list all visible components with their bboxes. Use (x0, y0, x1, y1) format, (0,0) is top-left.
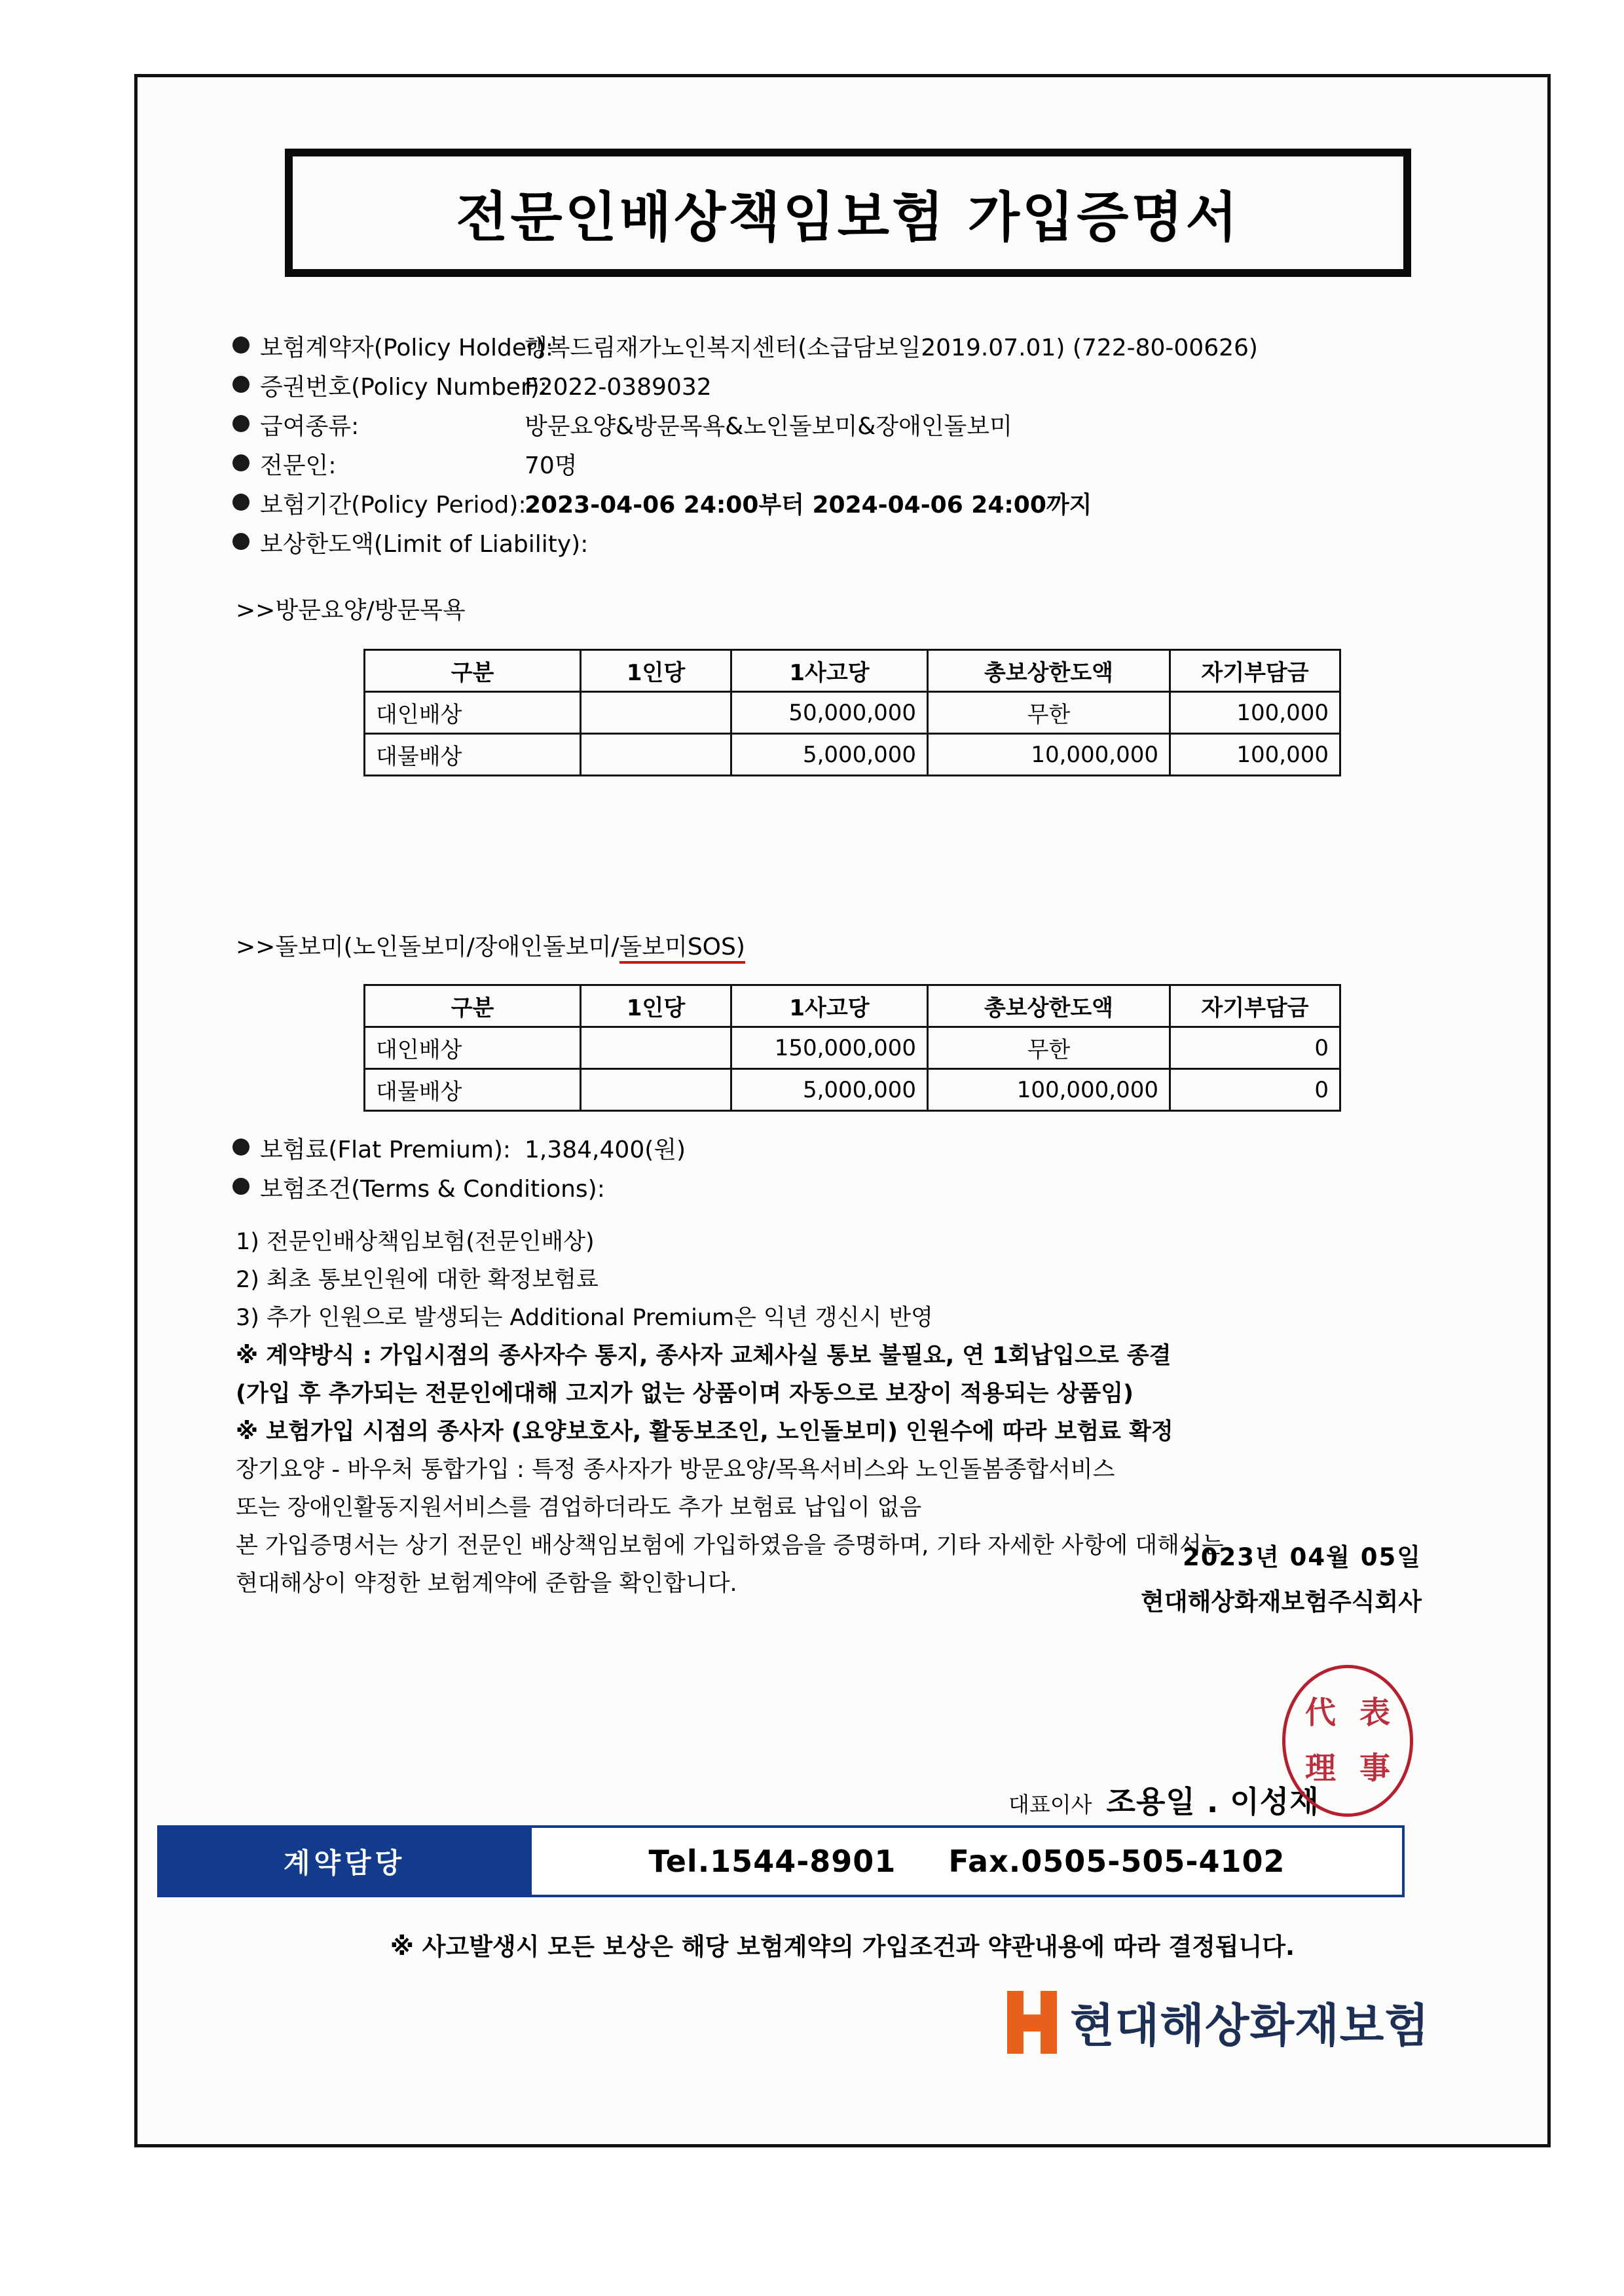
page-title: 전문인배상책임보험 가입증명서 (456, 186, 1240, 249)
seal-char-1: 代 (1305, 1695, 1336, 1731)
contact-tel[interactable]: Tel.1544-8901 (648, 1844, 896, 1879)
seal-char-4: 事 (1359, 1751, 1390, 1787)
field-value-policy-holder: 행복드림재가노인복지센터(소급담보일2019.07.01) (722-80-00626) (525, 335, 1258, 361)
field-value-policy-number: F2022-0389032 (525, 374, 712, 401)
term-line-2: 2) 최초 통보인원에 대한 확정보험료 (236, 1267, 599, 1293)
bullet-icon (232, 1178, 249, 1195)
bullet-icon (232, 494, 249, 511)
ceo-label: 대표이사 (1008, 1792, 1092, 1817)
field-label-policy-number: 증권번호(Policy Number): (260, 374, 547, 401)
col-header-per-accident: 1사고당 (731, 650, 928, 692)
field-row-benefit-type (232, 408, 1509, 447)
field-label-benefit-type: 급여종류: (260, 413, 360, 440)
col-header-per-person: 1인당 (581, 650, 731, 692)
field-label-policy-holder: 보험계약자(Policy Holder): (260, 335, 553, 361)
brand-name: 현대해상화재보험 (1070, 1999, 1430, 2052)
field-label-policy-period: 보험기간(Policy Period): (260, 492, 526, 519)
premium-and-terms-labels (232, 1131, 1509, 1210)
bullet-icon (232, 1139, 249, 1156)
contact-department-label: 계약담당 (157, 1825, 532, 1897)
field-row-policy-holder (232, 329, 1509, 369)
contact-bar (157, 1825, 1405, 1897)
limits-table-caregiver (363, 984, 1341, 1112)
cell-per-person (581, 1069, 731, 1111)
cell-per-person (581, 1027, 731, 1069)
term-line-1: 1) 전문인배상책임보험(전문인배상) (236, 1229, 595, 1255)
cell-per-person (581, 734, 731, 776)
field-row-flat-premium (232, 1131, 1509, 1171)
contact-fax: Fax.0505-505-4102 (948, 1844, 1285, 1879)
col-header-category: 구분 (365, 985, 581, 1027)
field-label-flat-premium: 보험료(Flat Premium): (260, 1137, 511, 1163)
bullet-icon (232, 415, 249, 432)
field-row-limit-of-liability (232, 526, 1509, 565)
cell-aggregate: 10,000,000 (928, 734, 1170, 776)
cell-per-person (581, 692, 731, 734)
bullet-icon (232, 533, 249, 550)
bullet-icon (232, 376, 249, 393)
field-label-terms-conditions: 보험조건(Terms & Conditions): (260, 1176, 605, 1203)
bullet-icon (232, 454, 249, 471)
cell-per-accident: 5,000,000 (731, 734, 928, 776)
col-header-category: 구분 (365, 650, 581, 692)
hyundai-h-logo-icon (1007, 1991, 1057, 2054)
col-header-deductible: 자기부담금 (1170, 985, 1340, 1027)
col-header-deductible: 자기부담금 (1170, 650, 1340, 692)
cell-per-accident: 150,000,000 (731, 1027, 928, 1069)
term-line-5: (가입 후 추가되는 전문인에대해 고지가 없는 상품이며 자동으로 보장이 적용되는 상품임) (236, 1381, 1134, 1407)
field-value-professional-count: 70명 (525, 452, 578, 479)
ceo-signature-row (1008, 1778, 1320, 1821)
document-page-frame (134, 74, 1551, 2147)
cell-deductible: 100,000 (1170, 692, 1340, 734)
signature-block (1141, 1537, 1422, 1617)
col-header-per-person: 1인당 (581, 985, 731, 1027)
cell-category: 대인배상 (365, 1027, 581, 1069)
term-line-4: ※ 계약방식 : 가입시점의 종사자수 통지, 종사자 교체사실 통보 불필요, 연 1회납입으로 종결 (236, 1343, 1172, 1369)
field-value-policy-period: 2023-04-06 24:00부터 2024-04-06 24:00까지 (525, 492, 1092, 519)
seal-char-3: 理 (1305, 1751, 1336, 1787)
policy-fields (232, 329, 1509, 565)
table-row (365, 1027, 1340, 1069)
table-row (365, 692, 1340, 734)
term-line-8: 또는 장애인활동지원서비스를 겸업하더라도 추가 보험료 납입이 없음 (236, 1495, 922, 1521)
cell-aggregate: 무한 (928, 692, 1170, 734)
cell-category: 대물배상 (365, 734, 581, 776)
term-line-3: 3) 추가 인원으로 발생되는 Additional Premium은 익년 갱신시 반영 (236, 1305, 933, 1331)
cell-aggregate: 무한 (928, 1027, 1170, 1069)
seal-char-2: 表 (1359, 1695, 1390, 1731)
document-title-box (285, 149, 1411, 277)
ceo-names: 조용일 . 이성재 (1106, 1784, 1320, 1819)
term-line-7: 장기요양 - 바우처 통합가입 : 특정 종사자가 방문요양/목욕서비스와 노인돌봄종합서비스 (236, 1457, 1115, 1483)
contact-numbers (532, 1825, 1405, 1897)
table-row (365, 734, 1340, 776)
field-row-professional-count (232, 447, 1509, 486)
issuing-company: 현대해상화재보험주식회사 (1141, 1588, 1422, 1616)
cell-aggregate: 100,000,000 (928, 1069, 1170, 1111)
brand-logo (1007, 1989, 1430, 2055)
term-line-9: 본 가입증명서는 상기 전문인 배상책임보험에 가입하였음을 증명하며, 기타 자세한 사항에 대해서는 (236, 1533, 1224, 1559)
col-header-per-accident: 1사고당 (731, 985, 928, 1027)
cell-per-accident: 50,000,000 (731, 692, 928, 734)
field-row-policy-period (232, 486, 1509, 526)
field-row-terms-conditions (232, 1171, 1509, 1210)
cell-deductible: 0 (1170, 1027, 1340, 1069)
table-header-row (365, 650, 1340, 692)
document-title-box-inner (291, 155, 1405, 271)
cell-category: 대인배상 (365, 692, 581, 734)
company-seal-stamp-icon (1282, 1665, 1413, 1817)
footer-notice: ※ 사고발생시 모든 보상은 해당 보험계약의 가입조건과 약관내용에 따라 결정됩니다. (390, 1933, 1295, 1961)
limits-section-2-heading-underlined: 돌보미SOS) (619, 934, 745, 964)
issue-date: 2023년 04월 05일 (1183, 1543, 1422, 1571)
limits-section-2-heading-prefix: >>돌보미(노인돌보미/장애인돌보미/ (236, 934, 619, 960)
limits-section-2-heading (236, 928, 745, 962)
term-line-6: ※ 보험가입 시점의 종사자 (요양보호사, 활동보조인, 노인돌보미) 인원수에 따라 보험료 확정 (236, 1419, 1173, 1445)
field-label-limit-of-liability: 보상한도액(Limit of Liability): (260, 531, 589, 558)
cell-deductible: 0 (1170, 1069, 1340, 1111)
limits-section-1-heading: >>방문요양/방문목욕 (236, 597, 466, 624)
table-row (365, 1069, 1340, 1111)
bullet-icon (232, 337, 249, 354)
cell-category: 대물배상 (365, 1069, 581, 1111)
limits-table-home-care (363, 649, 1341, 776)
field-value-flat-premium: 1,384,400(원) (525, 1137, 686, 1163)
field-label-professional-count: 전문인: (260, 452, 337, 479)
table-header-row (365, 985, 1340, 1027)
cell-per-accident: 5,000,000 (731, 1069, 928, 1111)
term-line-10: 현대해상이 약정한 보험계약에 준함을 확인합니다. (236, 1571, 737, 1597)
cell-deductible: 100,000 (1170, 734, 1340, 776)
field-row-policy-number (232, 369, 1509, 408)
field-value-benefit-type: 방문요양&방문목욕&노인돌보미&장애인돌보미 (525, 413, 1012, 440)
col-header-aggregate: 총보상한도액 (928, 985, 1170, 1027)
col-header-aggregate: 총보상한도액 (928, 650, 1170, 692)
